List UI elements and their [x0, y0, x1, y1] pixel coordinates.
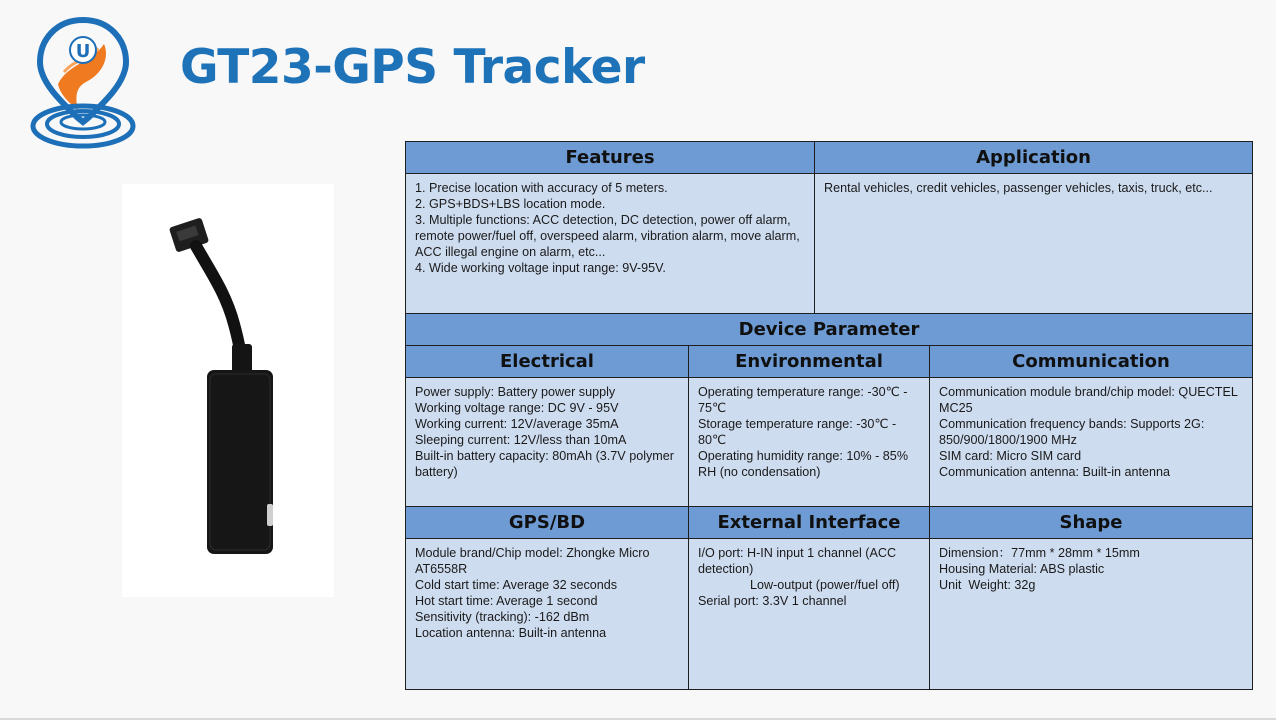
gps-bd-line: Location antenna: Built-in antenna: [415, 626, 607, 640]
features-cell: [406, 174, 815, 314]
device-parameter-header: Device Parameter: [406, 314, 1253, 346]
application-cell: [815, 174, 1253, 314]
communication-line: SIM card: Micro SIM card: [939, 449, 1082, 463]
communication-header: Communication: [930, 346, 1253, 378]
application-header: Application: [815, 142, 1253, 174]
gps-bd-line: Hot start time: Average 1 second: [415, 594, 598, 608]
electrical-line: Working voltage range: DC 9V - 95V: [415, 401, 619, 415]
electrical-header: Electrical: [406, 346, 689, 378]
environmental-header: Environmental: [689, 346, 930, 378]
communication-line: Communication antenna: Built-in antenna: [939, 465, 1171, 479]
environmental-cell: [689, 378, 930, 507]
gps-bd-line: Module brand/Chip model: Zhongke Micro AT6558R: [415, 546, 650, 576]
environmental-line: Operating temperature range: -30℃ - 75℃: [698, 385, 908, 415]
external-interface-line: I/O port: H-IN input 1 channel (ACC detection): [698, 546, 897, 576]
external-interface-header: External Interface: [689, 507, 930, 539]
gps-bd-line: Cold start time: Average 32 seconds: [415, 578, 618, 592]
svg-text:U: U: [75, 41, 91, 62]
shape-line: Housing Material: ABS plastic: [939, 562, 1105, 576]
external-interface-line: Low-output (power/fuel off): [750, 578, 900, 592]
gps-bd-cell: [406, 539, 689, 690]
brand-logo: [28, 14, 138, 154]
external-interface-line: Serial port: 3.3V 1 channel: [698, 594, 847, 608]
communication-line: Communication module brand/chip model: QUECTEL MC25: [939, 385, 1238, 415]
features-line: 1. Precise location with accuracy of 5 meters.: [415, 181, 668, 195]
page-title: GT23-GPS Tracker: [180, 40, 645, 95]
external-interface-cell: [689, 539, 930, 690]
electrical-line: Built-in battery capacity: 80mAh (3.7V polymer battery): [415, 449, 674, 479]
shape-line: Dimension：77mm * 28mm * 15mm: [939, 546, 1140, 560]
gps-bd-line: Sensitivity (tracking): -162 dBm: [415, 610, 590, 624]
communication-cell: [930, 378, 1253, 507]
electrical-line: Sleeping current: 12V/less than 10mA: [415, 433, 627, 447]
communication-line: Communication frequency bands: Supports 2G: 850/900/1800/1900 MHz: [939, 417, 1205, 447]
electrical-cell: [406, 378, 689, 507]
environmental-line: Storage temperature range: -30℃ - 80℃: [698, 417, 897, 447]
shape-line: Unit Weight: 32g: [939, 578, 1036, 592]
spec-table: [405, 141, 1253, 690]
gps-bd-header: GPS/BD: [406, 507, 689, 539]
product-image: [122, 184, 334, 597]
shape-header: Shape: [930, 507, 1253, 539]
environmental-line: Operating humidity range: 10% - 85% RH (no condensation): [698, 449, 909, 479]
features-line: 4. Wide working voltage input range: 9V-95V.: [415, 261, 666, 275]
features-line: 2. GPS+BDS+LBS location mode.: [415, 197, 606, 211]
electrical-line: Power supply: Battery power supply: [415, 385, 616, 399]
electrical-line: Working current: 12V/average 35mA: [415, 417, 619, 431]
features-header: Features: [406, 142, 815, 174]
features-line: 3. Multiple functions: ACC detection, DC detection, power off alarm, remote power/fuel off, overspeed alarm, vibration alarm, move alarm, ACC illegal engine on alarm, etc...: [415, 213, 800, 259]
application-line: Rental vehicles, credit vehicles, passenger vehicles, taxis, truck, etc...: [824, 181, 1213, 195]
shape-cell: [930, 539, 1253, 690]
